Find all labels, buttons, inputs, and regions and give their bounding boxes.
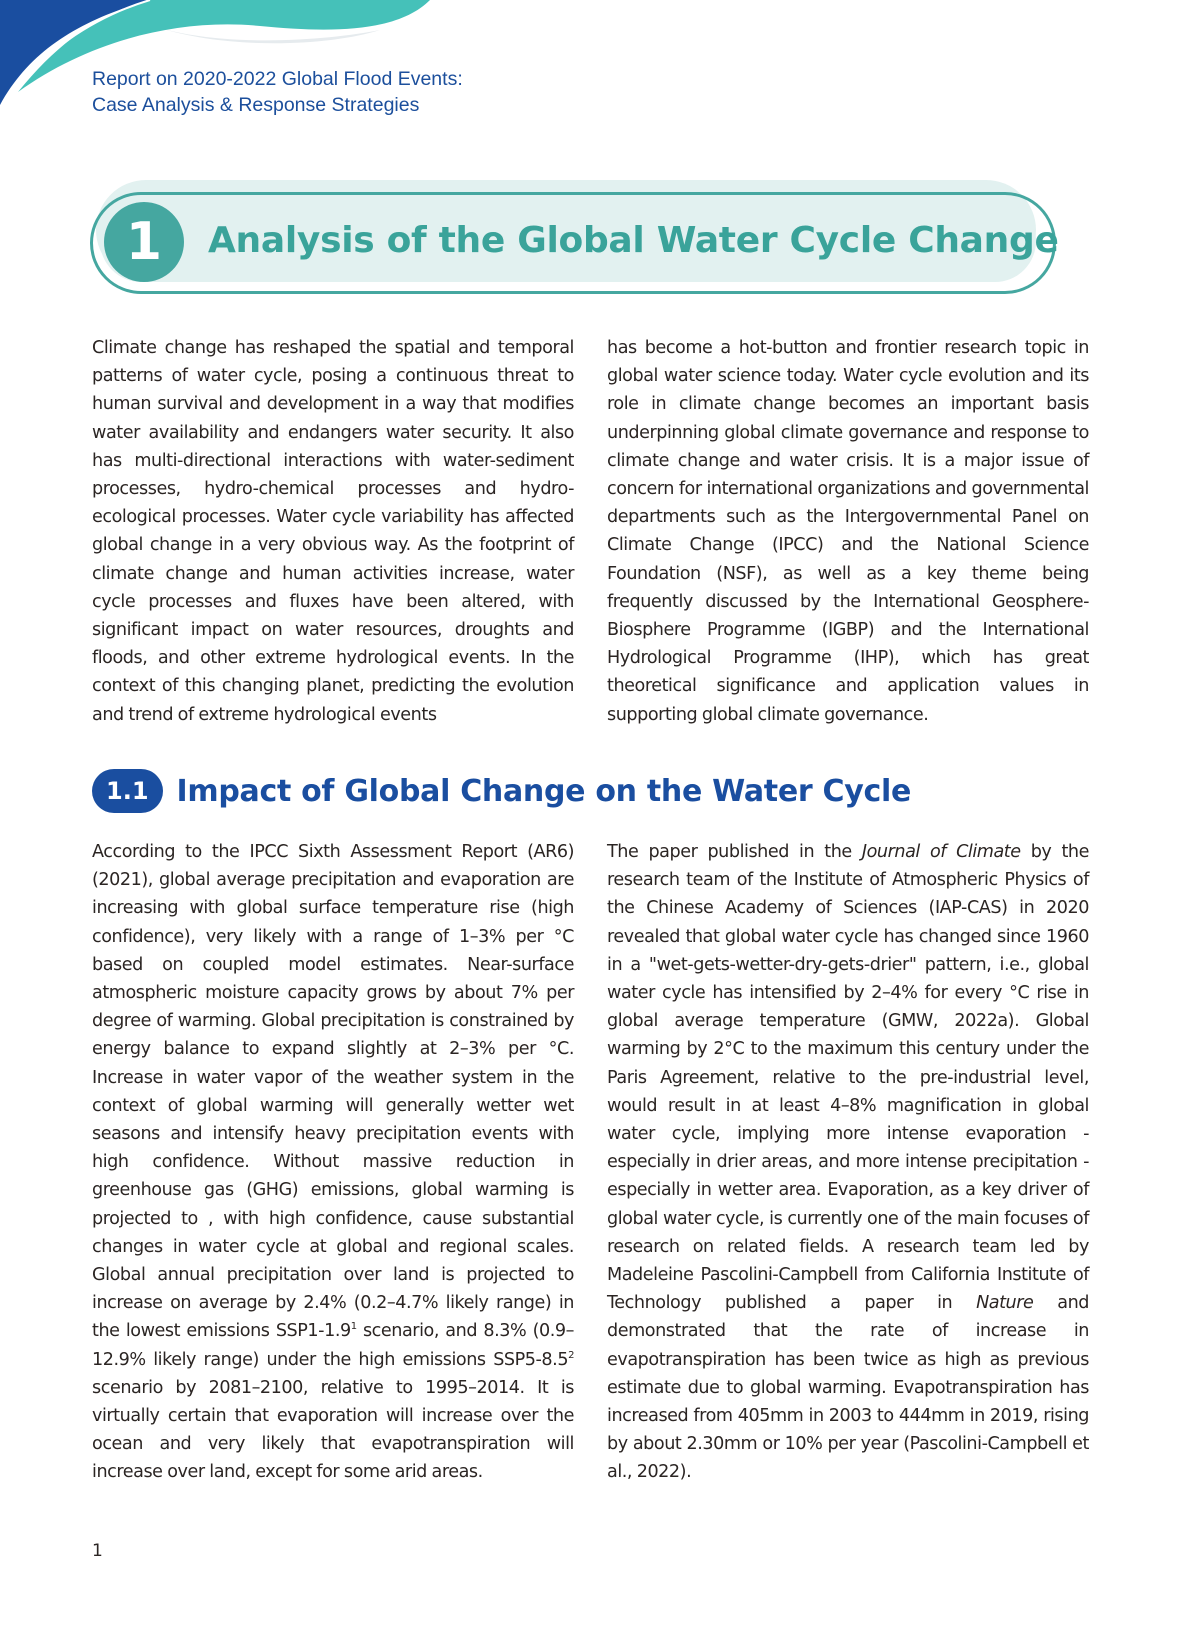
footnote-ref-1: 1	[350, 1321, 357, 1333]
report-title-line2: Case Analysis & Response Strategies	[92, 94, 420, 116]
intro-column-right	[607, 334, 1089, 729]
text-run: scenario by 2081–2100, relative to 1995–2014. It is virtually certain that evaporation will increase over the ocean and very likely that evapotranspiration will increase over land, except for some arid areas.	[92, 1377, 574, 1483]
intro-paragraph-left: Climate change has reshaped the spatial and temporal patterns of water cycle, posing a continuous threat to human survival and development in a way that modifies water availability and endangers water security. It also has multi-directional interactions with water-sediment processes, hydro-chemical processes and hydro-ecological processes. Water cycle variability has affected global change in a very obvious way. As the footprint of climate change and human activities increase, water cycle processes and fluxes have been altered, with significant impact on water resources, droughts and floods, and other extreme hydrological events. In the context of this changing planet, predicting the evolution and trend of extreme hydrological events	[92, 338, 574, 725]
section-heading	[92, 768, 911, 814]
running-header	[92, 66, 463, 118]
section-number-badge: 1.1	[92, 769, 163, 813]
chapter-number-badge: 1	[104, 202, 184, 282]
text-run: and demonstrated that the rate of increase in evapotranspiration has been twice as high as previous estimate due to global warming. Evapotranspiration has increased from 405mm in 2003 to 444mm in 2019, rising by about 2.30mm or 10% per year (Pascolini-Campbell et al., 2022).	[607, 1293, 1089, 1483]
chapter-title: Analysis of the Global Water Cycle Change	[208, 220, 1059, 261]
section-column-left	[92, 838, 574, 1487]
section-title: Impact of Global Change on the Water Cycle	[176, 773, 912, 809]
intro-column-left	[92, 334, 574, 729]
section-paragraph-right	[607, 838, 1089, 1487]
section-column-right	[607, 838, 1089, 1487]
journal-name: Journal of Climate	[861, 842, 1021, 862]
text-run: scenario, and 8.3% (0.9–12.9% likely range) under the high emissions SSP5-8.5	[92, 1321, 574, 1370]
page-number: 1	[92, 1541, 103, 1561]
intro-paragraph-right: has become a hot-button and frontier research topic in global water science today. Water cycle evolution and its role in climate change becomes an important basis underpinning global climate governance and response to climate change and water crisis. It is a major issue of concern for international organizations and governmental departments such as the Intergovernmental Panel on Climate Change (IPCC) and the National Science Foundation (NSF), as well as a key theme being frequently discussed by the International Geosphere-Biosphere Programme (IGBP) and the International Hydrological Programme (IHP), which has great theoretical significance and application values in supporting global climate governance.	[607, 338, 1089, 725]
chapter-banner	[90, 180, 1060, 298]
text-run: According to the IPCC Sixth Assessment Report (AR6) (2021), global average precipitation and evaporation are increasing with global surface temperature rise (high confidence), very likely with a range of 1–3% per °C based on coupled model estimates. Near-surface atmospheric moisture capacity grows by about 7% per degree of warming. Global precipitation is constrained by energy balance to expand slightly at 2–3% per °C. Increase in water vapor of the weather system in the context of global warming will generally wetter wet seasons and intensify heavy precipitation events with high confidence. Without massive reduction in greenhouse gas (GHG) emissions, global warming is projected to , with high confidence, cause substantial changes in water cycle at global and regional scales. Global annual precipitation over land is projected to increase on average by 2.4% (0.2–4.7% likely range) in the lowest emissions SSP1-1.9	[92, 842, 574, 1342]
text-run: by the research team of the Institute of Atmospheric Physics of the Chinese Academy of Sciences (IAP-CAS) in 2020 revealed that global water cycle has changed since 1960 in a "wet-gets-wetter-dry-gets-drier" pattern, i.e., global water cycle has intensified by 2–4% for every °C rise in global average temperature (GMW, 2022a). Global warming by 2°C to the maximum this century under the Paris Agreement, relative to the pre-industrial level, would result in at least 4–8% magnification in global water cycle, implying more intense evaporation - especially in drier areas, and more intense precipitation -especially in wetter area. Evaporation, as a key driver of global water cycle, is currently one of the main focuses of research on related fields. A research team led by Madeleine Pascolini-Campbell from California Institute of Technology published a paper in	[607, 842, 1089, 1314]
footnote-ref-2: 2	[568, 1349, 574, 1361]
text-run: The paper published in the	[607, 842, 862, 862]
wave-grey-shape	[160, 28, 380, 43]
section-paragraph-left	[92, 838, 574, 1487]
report-title-line1: Report on 2020-2022 Global Flood Events:	[92, 68, 463, 90]
journal-name-nature: Nature	[976, 1293, 1034, 1314]
